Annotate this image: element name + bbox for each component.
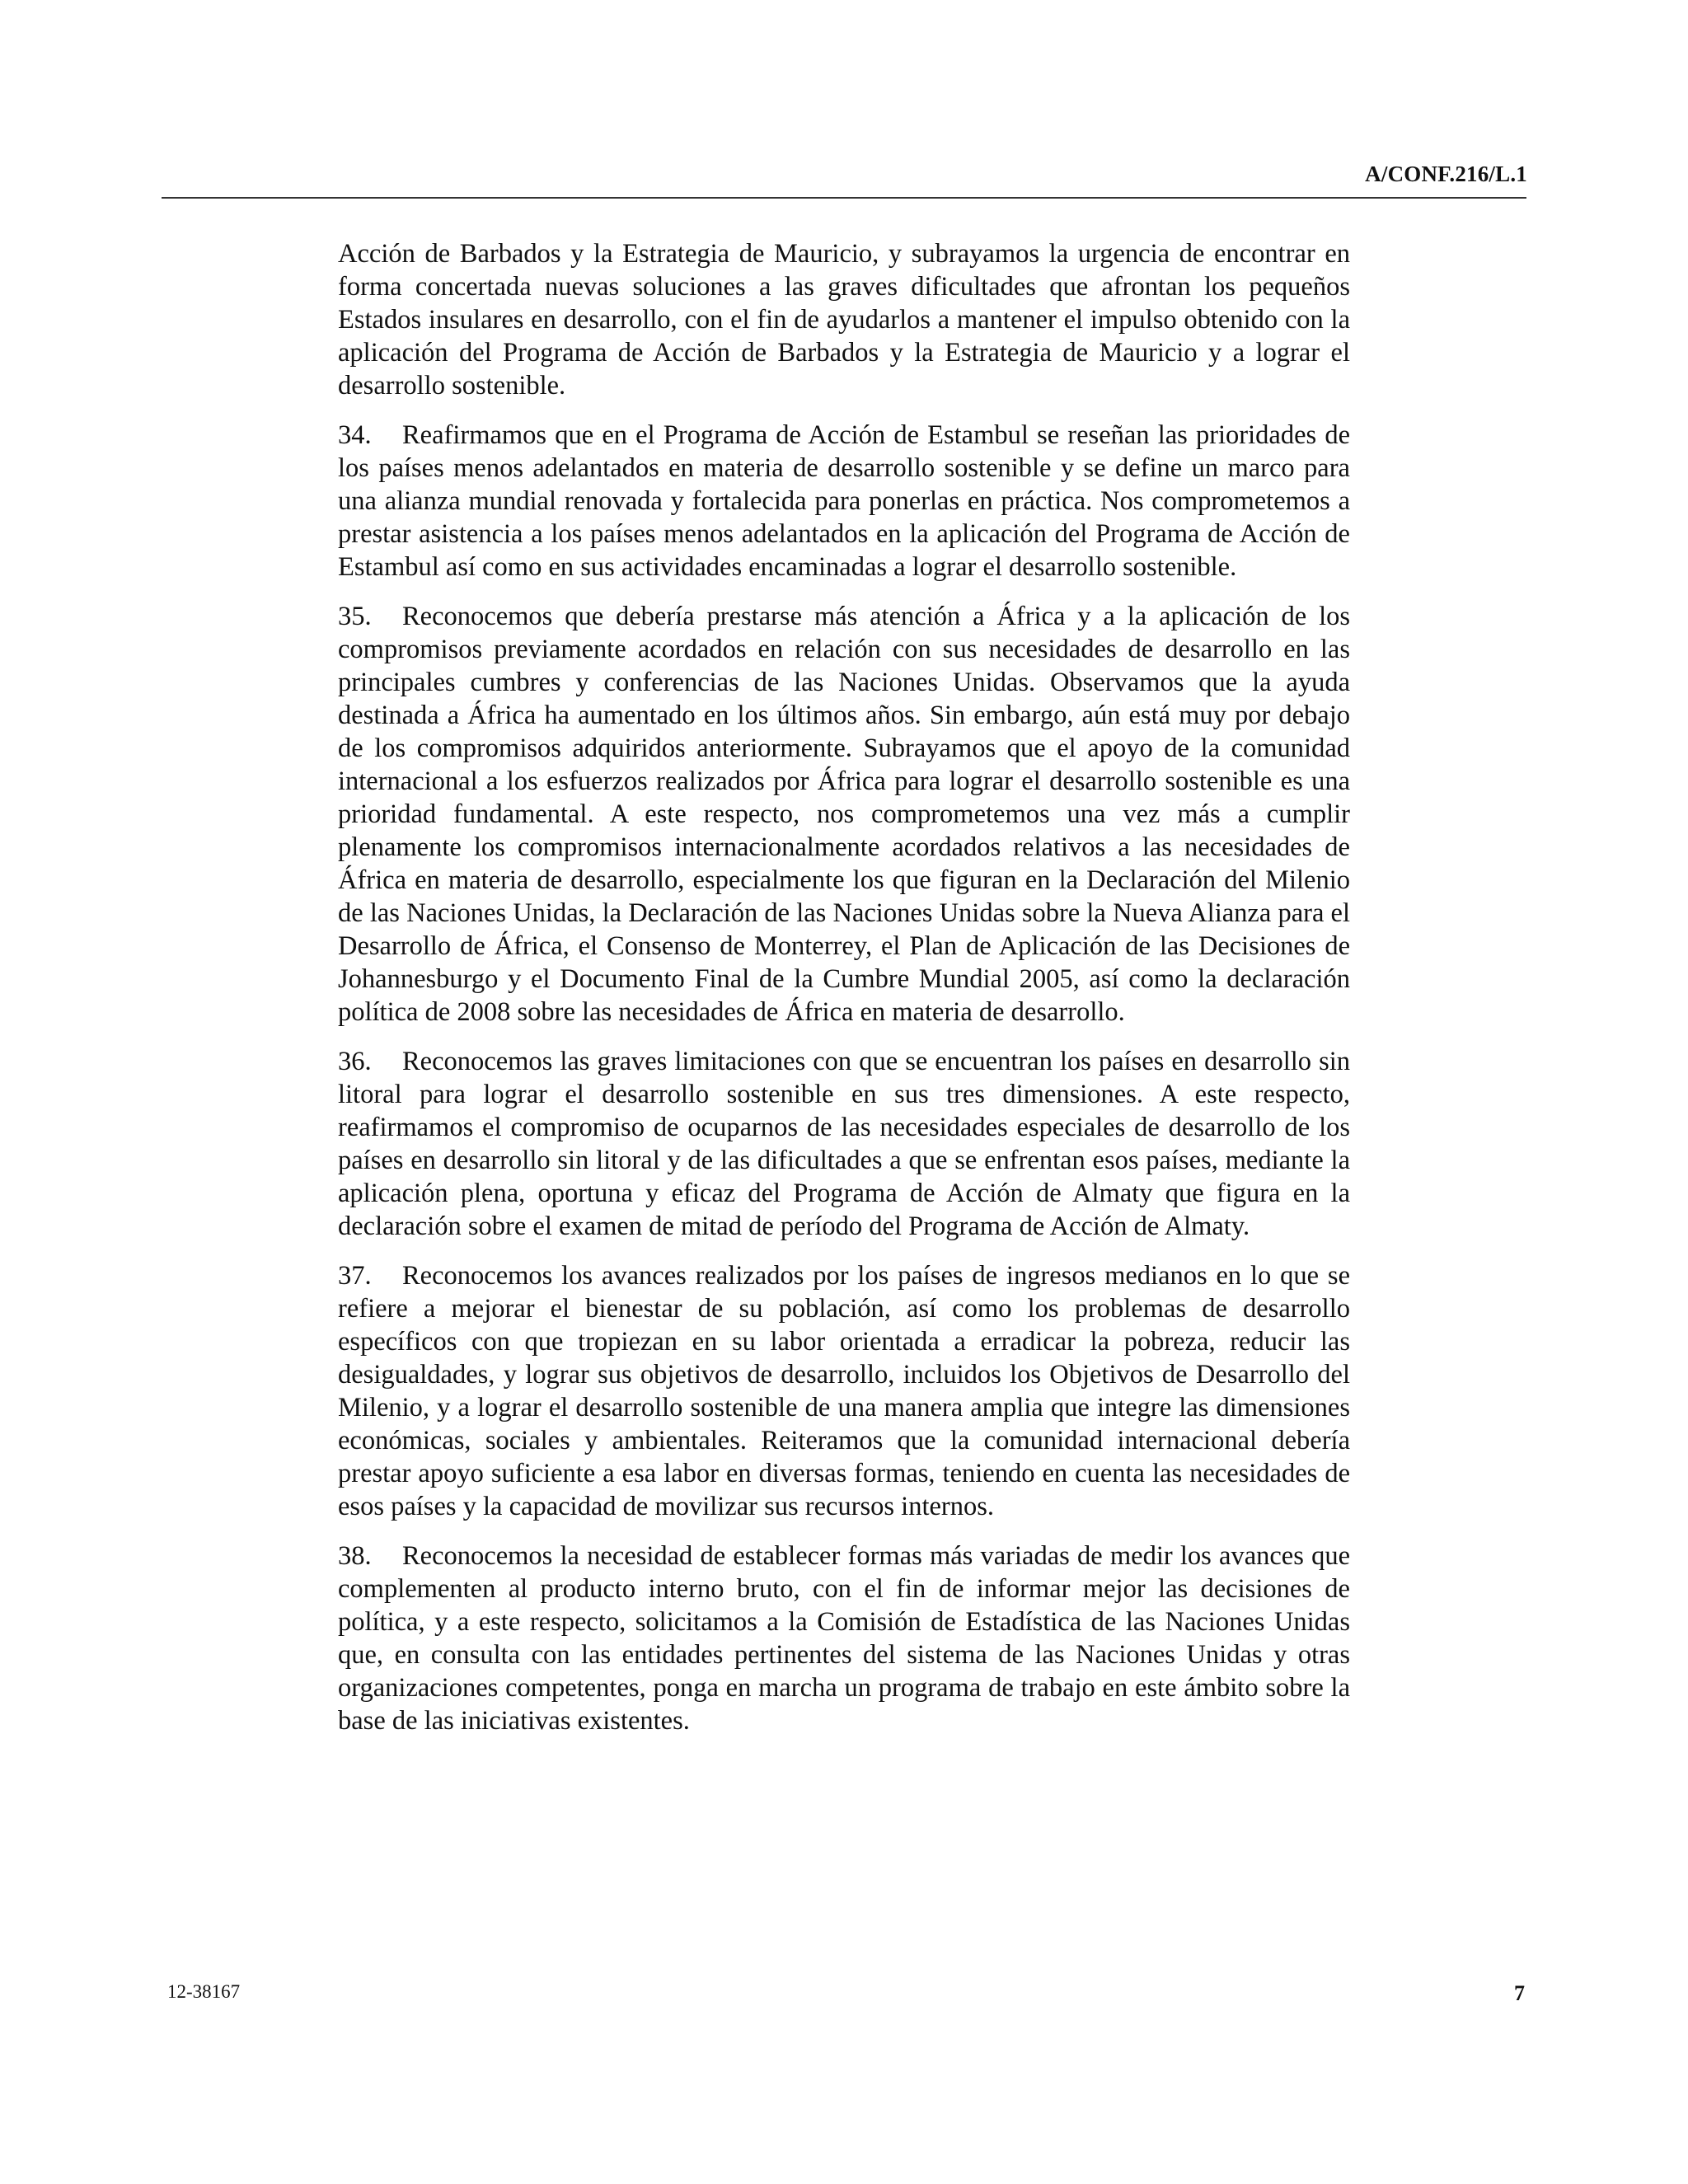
paragraph-number: 38. — [338, 1541, 372, 1571]
paragraph-37 — [338, 1259, 1350, 1523]
header-rule — [162, 197, 1526, 199]
paragraph-text: Reconocemos que debería prestarse más atención a África y a la aplicación de los compromisos previamente acordados en relación con sus necesidades de desarrollo en las principales cumbres y conferencias de las Naciones Unidas. Observamos que la ayuda destinada a África ha aumentado en los últimos años. Sin embargo, aún está muy por debajo de los compromisos adquiridos anteriormente. Subrayamos que el apoyo de la comunidad internacional a los esfuerzos realizados por África para lograr el desarrollo sostenible es una prioridad fundamental. A este respecto, nos comprometemos una vez más a cumplir plenamente los compromisos internacionalmente acordados relativos a las necesidades de África en materia de desarrollo, especialmente los que figuran en la Declaración del Milenio de las Naciones Unidas, la Declaración de las Naciones Unidas sobre la Nueva Alianza para el Desarrollo de África, el Consenso de Monterrey, el Plan de Aplicación de las Decisiones de Johannesburgo y el Documento Final de la Cumbre Mundial 2005, así como la declaración política de 2008 sobre las necesidades de África en materia de desarrollo. — [338, 602, 1350, 1027]
document-symbol: A/CONF.216/L.1 — [1365, 162, 1527, 186]
paragraph-34 — [338, 419, 1350, 583]
paragraph-text: Reconocemos la necesidad de establecer formas más variadas de medir los avances que complementen al producto interno bruto, con el fin de informar mejor las decisiones de política, y a este respecto, solicitamos a la Comisión de Estadística de las Naciones Unidas que, en consulta con las entidades pertinentes del sistema de las Naciones Unidas y otras organizaciones competentes, ponga en marcha un programa de trabajo en este ámbito sobre la base de las iniciativas existentes. — [338, 1541, 1350, 1736]
document-body — [338, 237, 1350, 1754]
paragraph-number: 35. — [338, 602, 372, 631]
paragraph-35 — [338, 600, 1350, 1029]
paragraph-text: Reafirmamos que en el Programa de Acción de Estambul se reseñan las prioridades de los países menos adelantados en materia de desarrollo sostenible y se define un marco para una alianza mundial renovada y fortalecida para ponerlas en práctica. Nos comprometemos a prestar asistencia a los países menos adelantados en la aplicación del Programa de Acción de Estambul así como en sus actividades encaminadas a lograr el desarrollo sostenible. — [338, 420, 1350, 582]
paragraph-36 — [338, 1045, 1350, 1243]
paragraph-number: 34. — [338, 420, 372, 450]
paragraph-number: 37. — [338, 1261, 372, 1291]
paragraph-text: Reconocemos las graves limitaciones con que se encuentran los países en desarrollo sin litoral para lograr el desarrollo sostenible en sus tres dimensiones. A este respecto, reafirmamos el compromiso de ocuparnos de las necesidades especiales de desarrollo de los países en desarrollo sin litoral y de las dificultades a que se enfrentan esos países, mediante la aplicación plena, oportuna y eficaz del Programa de Acción de Almaty que figura en la declaración sobre el examen de mitad de período del Programa de Acción de Almaty. — [338, 1047, 1350, 1241]
continuation-paragraph: Acción de Barbados y la Estrategia de Mauricio, y subrayamos la urgencia de encontrar en forma concertada nuevas soluciones a las graves dificultades que afrontan los pequeños Estados insulares en desarrollo, con el fin de ayudarlos a mantener el impulso obtenido con la aplicación del Programa de Acción de Barbados y la Estrategia de Mauricio y a lograr el desarrollo sostenible. — [338, 239, 1350, 401]
document-job-number: 12-38167 — [167, 1981, 241, 2002]
paragraph-number: 36. — [338, 1047, 372, 1076]
paragraph-text: Reconocemos los avances realizados por los países de ingresos medianos en lo que se refiere a mejorar el bienestar de su población, así como los problemas de desarrollo específicos con que tropiezan en su labor orientada a erradicar la pobreza, reducir las desigualdades, y lograr sus objetivos de desarrollo, incluidos los Objetivos de Desarrollo del Milenio, y a lograr el desarrollo sostenible de una manera amplia que integre las dimensiones económicas, sociales y ambientales. Reiteramos que la comunidad internacional debería prestar apoyo suficiente a esa labor en diversas formas, teniendo en cuenta las necesidades de esos países y la capacidad de movilizar sus recursos internos. — [338, 1261, 1350, 1521]
paragraph-38 — [338, 1540, 1350, 1737]
page-number: 7 — [1514, 1981, 1525, 2005]
